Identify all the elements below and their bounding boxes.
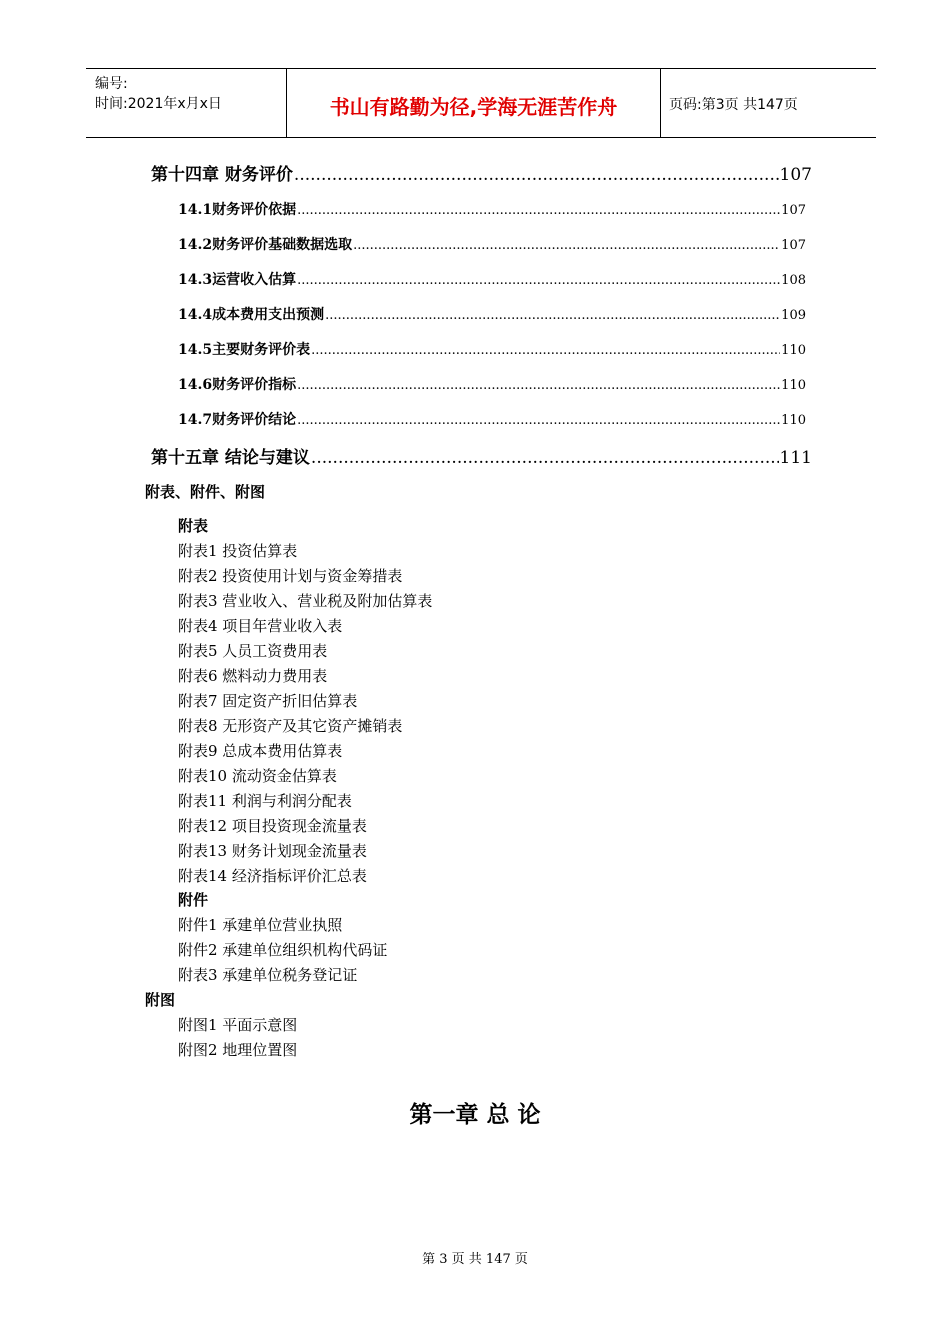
toc-entry[interactable] (178, 304, 806, 324)
appendix-table-item: 附表11 利润与利润分配表 (178, 792, 352, 810)
toc-entry-page: 108 (781, 273, 806, 288)
appendix-table-item: 附表1 投资估算表 (178, 542, 298, 560)
toc-entry-page: 107 (779, 165, 812, 185)
chapter-title: 第一章 总 论 (409, 1102, 541, 1128)
appendix-table-item: 附表12 项目投资现金流量表 (178, 817, 367, 835)
code-label: 编号: (95, 76, 128, 92)
figures-heading: 附图 (145, 991, 176, 1009)
toc-entry[interactable] (178, 339, 806, 359)
toc-leader (311, 448, 779, 468)
attachment-item: 附件1 承建单位营业执照 (178, 916, 343, 934)
toc-leader (294, 165, 779, 185)
toc-entry-page: 111 (779, 448, 812, 468)
toc-entry-page: 107 (781, 238, 806, 253)
attachments-heading: 附件 (178, 891, 209, 909)
toc-leader (297, 203, 780, 218)
appendix-table-item: 附表3 营业收入、营业税及附加估算表 (178, 592, 433, 610)
toc-leader (353, 238, 780, 253)
appendix-table-item: 附表6 燃料动力费用表 (178, 667, 328, 685)
toc-entry[interactable] (178, 234, 806, 254)
attachment-item: 附件2 承建单位组织机构代码证 (178, 941, 388, 959)
toc-entry[interactable] (151, 160, 812, 185)
header-page-cell (661, 69, 876, 137)
toc-entry[interactable] (178, 199, 806, 219)
header-slogan-cell (287, 69, 661, 137)
toc-entry-title: 14.6财务评价指标 (178, 377, 297, 393)
slogan: 书山有路勤为径,学海无涯苦作舟 (329, 95, 618, 119)
toc-entry-page: 110 (781, 378, 806, 393)
header-meta-cell (86, 69, 287, 137)
toc-entry-title: 14.5主要财务评价表 (178, 342, 311, 358)
page-footer: 第 3 页 共 147 页 (422, 1252, 528, 1267)
toc-entry[interactable] (178, 374, 806, 394)
toc-entry-title: 14.3运营收入估算 (178, 272, 297, 288)
appendix-heading: 附表、附件、附图 (145, 483, 266, 501)
toc-leader (297, 413, 780, 428)
page-header (86, 68, 876, 138)
toc-entry-title: 14.2财务评价基础数据选取 (178, 237, 353, 253)
appendix-table-item: 附表7 固定资产折旧估算表 (178, 692, 358, 710)
appendix-table-item: 附表5 人员工资费用表 (178, 642, 328, 660)
appendix-table-item: 附表14 经济指标评价汇总表 (178, 867, 367, 885)
toc-entry-page: 107 (781, 203, 806, 218)
toc-entry-title: 14.1财务评价依据 (178, 202, 297, 218)
toc-leader (311, 343, 780, 358)
figure-item: 附图1 平面示意图 (178, 1016, 298, 1034)
appendix-table-item: 附表9 总成本费用估算表 (178, 742, 343, 760)
appendix-table-item: 附表13 财务计划现金流量表 (178, 842, 367, 860)
figure-item: 附图2 地理位置图 (178, 1041, 298, 1059)
appendix-table-item: 附表8 无形资产及其它资产摊销表 (178, 717, 403, 735)
toc-leader (297, 273, 780, 288)
appendix-table-item: 附表2 投资使用计划与资金筹措表 (178, 567, 403, 585)
attachment-item: 附表3 承建单位税务登记证 (178, 966, 358, 984)
toc-entry-title: 第十四章 财务评价 (151, 165, 293, 185)
toc-entry-title: 14.7财务评价结论 (178, 412, 297, 428)
toc-entry[interactable] (178, 409, 806, 429)
tables-heading: 附表 (178, 517, 209, 535)
toc-entry-title: 14.4成本费用支出预测 (178, 307, 325, 323)
appendix-table-item: 附表4 项目年营业收入表 (178, 617, 343, 635)
toc-entry[interactable] (178, 269, 806, 289)
appendix-table-item: 附表10 流动资金估算表 (178, 767, 337, 785)
toc-entry-page: 110 (781, 343, 806, 358)
toc-entry-title: 第十五章 结论与建议 (151, 448, 310, 468)
toc-leader (325, 308, 780, 323)
toc-entry-page: 110 (781, 413, 806, 428)
toc-leader (297, 378, 780, 393)
toc-entry-page: 109 (781, 308, 806, 323)
page-info: 页码:第3页 共147页 (669, 97, 798, 113)
toc-entry[interactable] (151, 443, 812, 468)
date-label: 时间:2021年x月x日 (95, 96, 222, 112)
